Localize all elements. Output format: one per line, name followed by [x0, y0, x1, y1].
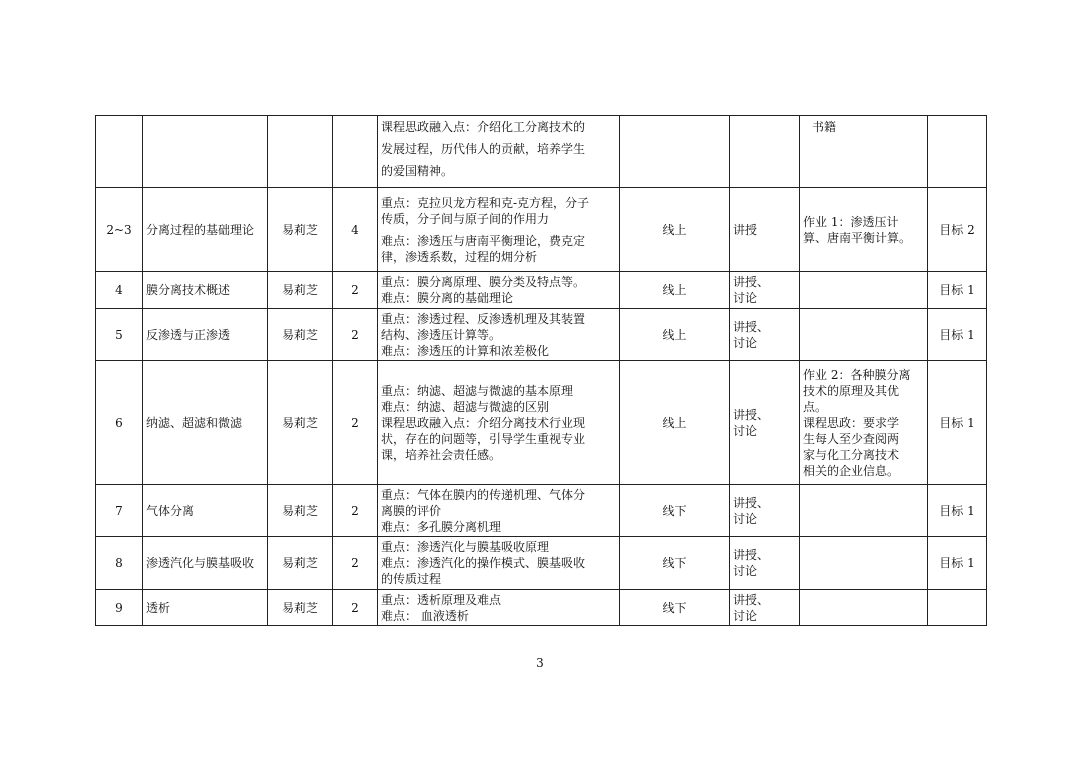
mode-cell: 线上 — [620, 309, 730, 361]
homework-line: 技术的原理及其优 — [803, 383, 900, 398]
goal-cell: 目标 1 — [928, 309, 987, 361]
content-line: 传质，分子间与原子间的作用力 — [381, 211, 550, 226]
teacher-cell: 易莉芝 — [268, 485, 333, 537]
homework-line: 课程思政：要求学 — [803, 415, 900, 430]
homework-line: 相关的企业信息。 — [803, 463, 900, 478]
goal-cell: 目标 1 — [928, 361, 987, 485]
hours-cell: 2 — [333, 485, 378, 537]
content-line: 离膜的评价 — [381, 503, 442, 518]
page-number: 3 — [536, 656, 544, 670]
content-line: 重点：膜分离原理、膜分类及特点等。 — [381, 275, 586, 289]
homework-line: 作业 1：渗透压计 — [803, 214, 899, 229]
mode-cell: 线下 — [620, 590, 730, 626]
content-line: 难点：纳滤、超滤与微滤的区别 — [381, 399, 550, 414]
content-line: 课，培养社会责任感。 — [381, 447, 502, 462]
hours-cell — [333, 116, 378, 188]
goal-cell: 目标 1 — [928, 485, 987, 537]
content-line: 重点：渗透过程、反渗透机理及其装置 — [381, 311, 586, 326]
homework-cell — [800, 590, 928, 626]
mode-cell: 线上 — [620, 361, 730, 485]
content-line: 难点：多孔膜分离机理 — [381, 519, 502, 534]
content-line: 重点：透析原理及难点 — [381, 592, 502, 607]
table-row — [96, 188, 987, 272]
goal-cell: 目标 1 — [928, 272, 987, 309]
week-cell: 4 — [96, 272, 143, 309]
method-line: 讲授 — [733, 222, 758, 237]
week-cell — [96, 116, 143, 188]
method-cell — [730, 188, 800, 272]
method-cell — [730, 485, 800, 537]
goal-cell: 目标 2 — [928, 188, 987, 272]
goal-cell — [928, 116, 987, 188]
content-line: 状，存在的问题等，引导学生重视专业 — [381, 431, 586, 446]
table-row — [96, 116, 987, 188]
content-cell — [378, 272, 620, 309]
week-cell: 8 — [96, 537, 143, 590]
mode-cell: 线下 — [620, 537, 730, 590]
homework-cell — [800, 272, 928, 309]
content-cell — [378, 590, 620, 626]
homework-cell — [800, 116, 928, 188]
method-line: 讨论 — [733, 335, 758, 350]
content-line: 难点：渗透汽化的操作模式、膜基吸收 — [381, 556, 586, 570]
mode-cell — [620, 116, 730, 188]
course-schedule-table — [95, 115, 987, 626]
content-line: 难点：渗透压与唐南平衡理论，费克定 — [381, 233, 586, 248]
topic-cell: 分离过程的基础理论 — [143, 188, 268, 272]
content-cell — [378, 537, 620, 590]
homework-cell — [800, 361, 928, 485]
method-line: 讨论 — [733, 291, 758, 305]
table-row — [96, 485, 987, 537]
content-line: 重点：气体在膜内的传递机理、气体分 — [381, 487, 586, 502]
homework-cell — [800, 485, 928, 537]
mode-cell: 线下 — [620, 485, 730, 537]
method-cell — [730, 361, 800, 485]
method-cell — [730, 116, 800, 188]
teacher-cell: 易莉芝 — [268, 272, 333, 309]
homework-line: 书籍 — [812, 120, 837, 134]
method-line: 讲授、 — [733, 275, 770, 289]
method-line: 讲授、 — [733, 407, 770, 422]
mode-cell: 线上 — [620, 188, 730, 272]
content-line: 结构、渗透压计算等。 — [381, 327, 502, 342]
hours-cell: 2 — [333, 309, 378, 361]
homework-cell — [800, 309, 928, 361]
method-cell — [730, 537, 800, 590]
hours-cell: 4 — [333, 188, 378, 272]
goal-cell: 目标 1 — [928, 537, 987, 590]
homework-line: 生每人至少查阅两 — [803, 431, 900, 446]
content-line: 难点：膜分离的基础理论 — [381, 291, 514, 305]
topic-cell: 渗透汽化与膜基吸收 — [143, 537, 268, 590]
topic-cell: 膜分离技术概述 — [143, 272, 268, 309]
teacher-cell: 易莉芝 — [268, 537, 333, 590]
hours-cell: 2 — [333, 537, 378, 590]
teacher-cell: 易莉芝 — [268, 361, 333, 485]
content-cell — [378, 116, 620, 188]
week-cell: 5 — [96, 309, 143, 361]
hours-cell: 2 — [333, 272, 378, 309]
content-line: 难点： 血液透析 — [381, 608, 469, 623]
table-row — [96, 537, 987, 590]
method-line: 讨论 — [733, 511, 758, 526]
method-cell — [730, 272, 800, 309]
topic-cell: 纳滤、超滤和微滤 — [143, 361, 268, 485]
week-cell: 9 — [96, 590, 143, 626]
topic-cell: 气体分离 — [143, 485, 268, 537]
hours-cell: 2 — [333, 590, 378, 626]
method-cell — [730, 590, 800, 626]
week-cell: 2~3 — [96, 188, 143, 272]
content-line: 的爱国精神。 — [381, 164, 454, 178]
method-line: 讨论 — [733, 564, 758, 578]
method-line: 讨论 — [733, 608, 758, 623]
method-line: 讨论 — [733, 423, 758, 438]
homework-line: 家与化工分离技术 — [803, 447, 900, 462]
hours-cell: 2 — [333, 361, 378, 485]
table-row — [96, 272, 987, 309]
goal-cell — [928, 590, 987, 626]
topic-cell: 反渗透与正渗透 — [143, 309, 268, 361]
topic-cell: 透析 — [143, 590, 268, 626]
mode-cell: 线上 — [620, 272, 730, 309]
method-cell — [730, 309, 800, 361]
content-cell — [378, 485, 620, 537]
content-line: 课程思政融入点：介绍分离技术行业现 — [381, 415, 586, 430]
method-line: 讲授、 — [733, 495, 770, 510]
method-line: 讲授、 — [733, 548, 770, 562]
content-line: 发展过程，历代伟人的贡献，培养学生 — [381, 142, 586, 156]
homework-line: 作业 2：各种膜分离 — [803, 367, 911, 382]
content-cell — [378, 361, 620, 485]
table-row — [96, 590, 987, 626]
homework-cell — [800, 188, 928, 272]
content-line: 的传质过程 — [381, 572, 442, 586]
homework-cell — [800, 537, 928, 590]
content-line: 难点：渗透压的计算和浓差极化 — [381, 343, 550, 358]
week-cell: 6 — [96, 361, 143, 485]
teacher-cell: 易莉芝 — [268, 188, 333, 272]
table-row — [96, 361, 987, 485]
homework-line: 点。 — [803, 399, 828, 414]
content-line: 重点：渗透汽化与膜基吸收原理 — [381, 540, 550, 554]
topic-cell — [143, 116, 268, 188]
method-line: 讲授、 — [733, 592, 770, 607]
teacher-cell: 易莉芝 — [268, 309, 333, 361]
content-line: 重点：克拉贝龙方程和克-克方程，分子 — [381, 195, 590, 210]
table-row — [96, 309, 987, 361]
homework-line: 算、唐南平衡计算。 — [803, 230, 912, 245]
teacher-cell: 易莉芝 — [268, 590, 333, 626]
week-cell: 7 — [96, 485, 143, 537]
content-cell — [378, 188, 620, 272]
content-line: 课程思政融入点：介绍化工分离技术的 — [381, 120, 586, 134]
content-line: 重点：纳滤、超滤与微滤的基本原理 — [381, 383, 574, 398]
method-line: 讲授、 — [733, 319, 770, 334]
content-cell — [378, 309, 620, 361]
teacher-cell — [268, 116, 333, 188]
content-line: 律，渗透系数，过程的㶲分析 — [381, 249, 538, 264]
